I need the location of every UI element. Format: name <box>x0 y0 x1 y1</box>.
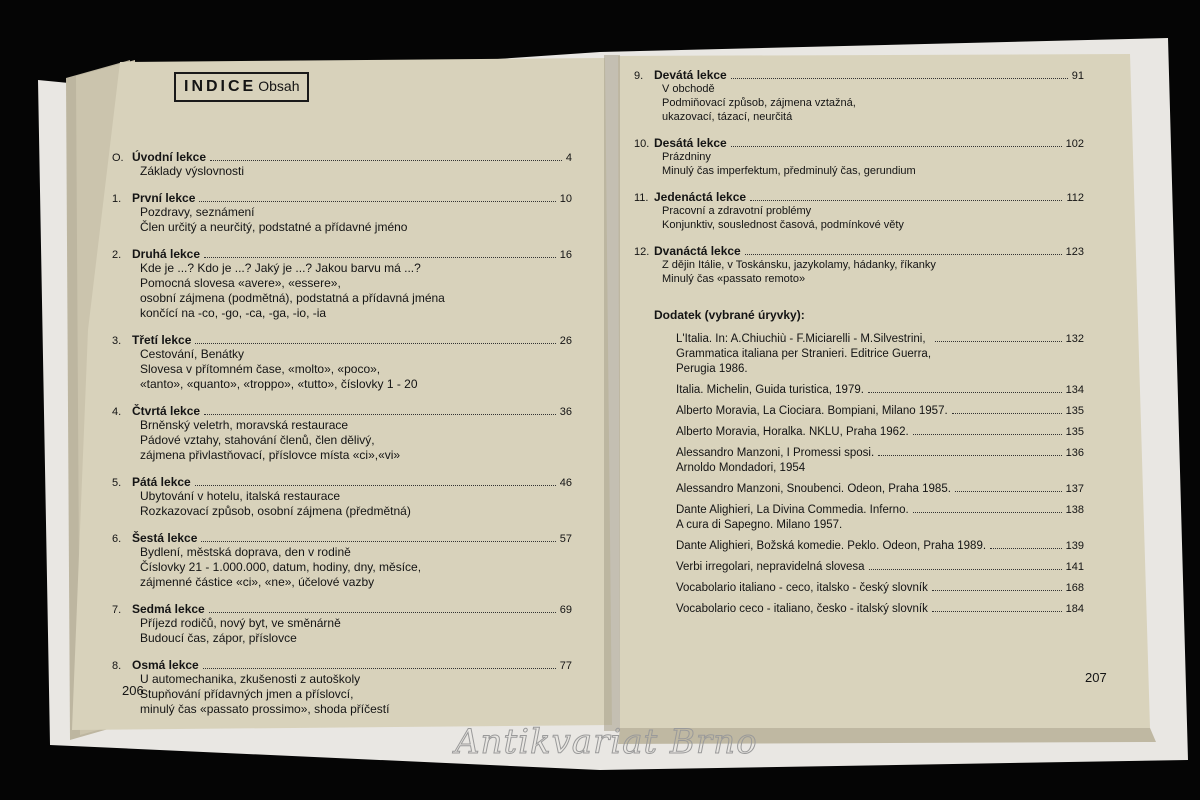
appendix-page: 168 <box>1065 582 1084 594</box>
entry-line: minulý čas «passato prossimo», shoda příčestí <box>140 702 390 716</box>
right-toc <box>634 68 1084 623</box>
toc-entry <box>112 475 572 519</box>
entry-page: 10 <box>559 193 572 205</box>
dot-leader <box>195 485 556 486</box>
appendix-text: L'Italia. In: A.Chiuchiù - F.Miciarelli - M.Silvestrini, Grammatica italiana per Stranieri. Editrice Guerra, Perugia 1986. <box>676 333 932 375</box>
dot-leader <box>745 254 1062 255</box>
entry-page: 46 <box>559 477 572 489</box>
dot-leader <box>952 413 1062 414</box>
entry-page: 77 <box>559 660 572 672</box>
entry-line: Minulý čas imperfektum, předminulý čas, gerundium <box>662 165 916 177</box>
dot-leader <box>201 541 555 542</box>
entry-line: Slovesa v přítomném čase, «molto», «poco», <box>140 362 381 376</box>
appendix-item <box>654 503 1084 533</box>
index-subtitle: Obsah <box>258 78 300 94</box>
entry-line: Rozkazovací způsob, osobní zájmena (předmětná) <box>140 504 411 518</box>
entry-title: První lekce <box>132 191 196 205</box>
appendix-page: 138 <box>1065 504 1084 516</box>
appendix-item <box>654 383 1084 398</box>
entry-title-line <box>654 68 1084 82</box>
watermark: Antikvariat Brno <box>455 722 758 762</box>
appendix-page: 134 <box>1065 384 1084 396</box>
index-title: INDICE <box>184 78 257 95</box>
entry-line: Podmiňovací způsob, zájmena vztažná, <box>662 97 856 109</box>
appendix-item <box>654 539 1084 554</box>
entry-number: 9. <box>634 70 644 82</box>
dot-leader <box>210 160 562 161</box>
entry-number: 5. <box>112 477 122 489</box>
appendix-page: 141 <box>1065 561 1084 573</box>
left-page-number: 206 <box>122 683 144 698</box>
toc-entry <box>112 247 572 321</box>
entry-page: 4 <box>565 152 572 164</box>
entry-number: 6. <box>112 533 122 545</box>
toc-entry <box>112 602 572 646</box>
entry-line: Prázdniny <box>662 151 711 163</box>
entry-page: 123 <box>1065 246 1084 258</box>
appendix-page: 135 <box>1065 426 1084 438</box>
dot-leader <box>990 548 1062 549</box>
entry-number: 11. <box>634 192 649 204</box>
entry-number: 2. <box>112 249 122 261</box>
entry-title-line <box>132 404 572 418</box>
entry-line: Číslovky 21 - 1.000.000, datum, hodiny, dny, měsíce, <box>140 560 422 574</box>
appendix-item <box>654 425 1084 440</box>
entry-line: Pádové vztahy, stahování členů, člen dělivý, <box>140 433 375 447</box>
entry-title: Jedenáctá lekce <box>654 190 747 204</box>
entry-line: Příjezd rodičů, nový byt, ve směnárně <box>140 616 341 630</box>
entry-title: Čtvrtá lekce <box>132 404 201 418</box>
toc-entry <box>634 244 1084 286</box>
appendix-item <box>654 602 1084 617</box>
entry-title-line <box>132 150 572 164</box>
entry-line: Stupňování přídavných jmen a příslovcí, <box>140 687 354 701</box>
appendix-page: 135 <box>1065 405 1084 417</box>
entry-line: V obchodě <box>662 83 715 95</box>
dot-leader <box>869 569 1062 570</box>
entry-title: Osmá lekce <box>132 658 199 672</box>
entry-title-line <box>654 244 1084 258</box>
entry-title-line <box>132 475 572 489</box>
entry-number: 10. <box>634 138 650 150</box>
left-toc <box>112 150 572 729</box>
dot-leader <box>731 146 1062 147</box>
toc-entry <box>634 190 1084 232</box>
entry-page: 102 <box>1065 138 1084 150</box>
dot-leader <box>203 668 556 669</box>
dot-leader <box>932 611 1062 612</box>
toc-entry <box>112 150 572 179</box>
entry-line: Pracovní a zdravotní problémy <box>662 205 812 217</box>
appendix-item <box>654 482 1084 497</box>
appendix-page: 132 <box>1065 333 1084 345</box>
toc-entry <box>112 658 572 717</box>
appendix-page: 137 <box>1065 483 1084 495</box>
appendix-list <box>654 332 1084 617</box>
entry-line: Pozdravy, seznámení <box>140 205 255 219</box>
dot-leader <box>204 257 556 258</box>
appendix-text: Alessandro Manzoni, Snoubenci. Odeon, Praha 1985. <box>676 483 951 495</box>
toc-entry <box>112 404 572 463</box>
appendix-text: Vocabolario ceco - italiano, česko - italský slovník <box>676 603 928 615</box>
appendix-text: Alberto Moravia, Horalka. NKLU, Praha 1962. <box>676 426 909 438</box>
dot-leader <box>209 612 556 613</box>
toc-entry <box>634 68 1084 124</box>
toc-entry <box>112 531 572 590</box>
appendix-item <box>654 332 1084 377</box>
entry-page: 16 <box>559 249 572 261</box>
entry-number: O. <box>112 152 124 164</box>
appendix-text: Italia. Michelin, Guida turistica, 1979. <box>676 384 864 396</box>
right-entries <box>634 68 1084 286</box>
entry-line: Pomocná slovesa «avere», «essere», <box>140 276 341 290</box>
appendix-text: Verbi irregolari, nepravidelná slovesa <box>676 561 865 573</box>
entry-title: Devátá lekce <box>654 68 727 82</box>
toc-entry <box>634 136 1084 178</box>
entry-line: ukazovací, tázací, neurčitá <box>662 111 793 123</box>
entry-line: Konjunktiv, souslednost časová, podmínkové věty <box>662 219 904 231</box>
dot-leader <box>868 392 1062 393</box>
entry-title-line <box>132 247 572 261</box>
entry-line: Základy výslovnosti <box>140 164 245 178</box>
dot-leader <box>199 201 555 202</box>
entry-page: 57 <box>559 533 572 545</box>
toc-entry <box>112 191 572 235</box>
entry-title-line <box>132 191 572 205</box>
dot-leader <box>731 78 1068 79</box>
entry-title-line <box>132 658 572 672</box>
entry-title-line <box>132 333 572 347</box>
entry-line: končící na -co, -go, -ca, -ga, -io, -ia <box>140 306 327 320</box>
entry-line: Budoucí čas, zápor, příslovce <box>140 631 297 645</box>
appendix-text: Alberto Moravia, La Ciociara. Bompiani, Milano 1957. <box>676 405 948 417</box>
entry-line: Minulý čas «passato remoto» <box>662 273 806 285</box>
entry-line: Bydlení, městská doprava, den v rodině <box>140 545 351 559</box>
entry-line: Kde je ...? Kdo je ...? Jaký je ...? Jakou barvu má ...? <box>140 261 421 275</box>
dot-leader <box>913 434 1062 435</box>
entry-title-line <box>132 531 572 545</box>
entry-line: Člen určitý a neurčitý, podstatné a přídavné jméno <box>140 220 408 234</box>
entry-title-line <box>654 190 1084 204</box>
entry-number: 12. <box>634 246 650 258</box>
appendix-item <box>654 581 1084 596</box>
appendix-page: 139 <box>1065 540 1084 552</box>
entry-line: zájmena přivlastňovací, příslovce místa «ci»,«vi» <box>140 448 401 462</box>
entry-line: Z dějin Itálie, v Toskánsku, jazykolamy, hádanky, říkanky <box>662 259 936 271</box>
appendix-page: 136 <box>1065 447 1084 459</box>
appendix-item <box>654 446 1084 476</box>
entry-number: 3. <box>112 335 122 347</box>
dot-leader <box>195 343 555 344</box>
appendix-text: Vocabolario italiano - ceco, italsko - český slovník <box>676 582 928 594</box>
entry-title: Druhá lekce <box>132 247 201 261</box>
appendix-text: Dante Alighieri, Božská komedie. Peklo. Odeon, Praha 1989. <box>676 540 987 552</box>
entry-number: 4. <box>112 406 122 418</box>
entry-line: U automechanika, zkušenosti z autoškoly <box>140 672 361 686</box>
entry-title: Šestá lekce <box>132 531 198 545</box>
dot-leader <box>878 455 1062 456</box>
appendix-text: Alessandro Manzoni, I Promessi sposi. Arnoldo Mondadori, 1954 <box>676 447 875 474</box>
entry-title-line <box>654 136 1084 150</box>
entry-number: 7. <box>112 604 122 616</box>
entry-title: Úvodní lekce <box>132 150 207 164</box>
entry-line: Brněnský veletrh, moravská restaurace <box>140 418 349 432</box>
entry-line: Ubytování v hotelu, italská restaurace <box>140 489 341 503</box>
dot-leader <box>955 491 1062 492</box>
appendix-page: 184 <box>1065 603 1084 615</box>
entry-line: Cestování, Benátky <box>140 347 245 361</box>
dot-leader <box>913 512 1062 513</box>
toc-entry <box>112 333 572 392</box>
index-header <box>174 72 309 102</box>
entry-page: 26 <box>559 335 572 347</box>
entry-page: 69 <box>559 604 572 616</box>
entry-page: 112 <box>1066 192 1084 204</box>
entry-number: 8. <box>112 660 122 672</box>
entry-title: Dvanáctá lekce <box>654 244 741 258</box>
right-page-number: 207 <box>1085 670 1107 685</box>
entry-line: «tanto», «quanto», «troppo», «tutto», číslovky 1 - 20 <box>140 377 418 391</box>
entry-line: osobní zájmena (podmětná), podstatná a přídavná jména <box>140 291 445 305</box>
entry-title: Desátá lekce <box>654 136 727 150</box>
appendix-text: Dante Alighieri, La Divina Commedia. Inferno. A cura di Sapegno. Milano 1957. <box>676 504 909 531</box>
entry-number: 1. <box>112 193 122 205</box>
dot-leader <box>204 414 556 415</box>
appendix-heading: Dodatek (vybrané úryvky): <box>654 308 805 322</box>
dot-leader <box>935 341 1062 342</box>
entry-title: Třetí lekce <box>132 333 192 347</box>
entry-line: zájmenné částice «ci», «ne», účelové vazby <box>140 575 375 589</box>
entry-title: Pátá lekce <box>132 475 191 489</box>
appendix-item <box>654 560 1084 575</box>
entry-page: 36 <box>559 406 572 418</box>
entry-title: Sedmá lekce <box>132 602 205 616</box>
dot-leader <box>932 590 1062 591</box>
entry-page: 91 <box>1071 70 1084 82</box>
entry-title-line <box>132 602 572 616</box>
dot-leader <box>750 200 1062 201</box>
appendix-item <box>654 404 1084 419</box>
